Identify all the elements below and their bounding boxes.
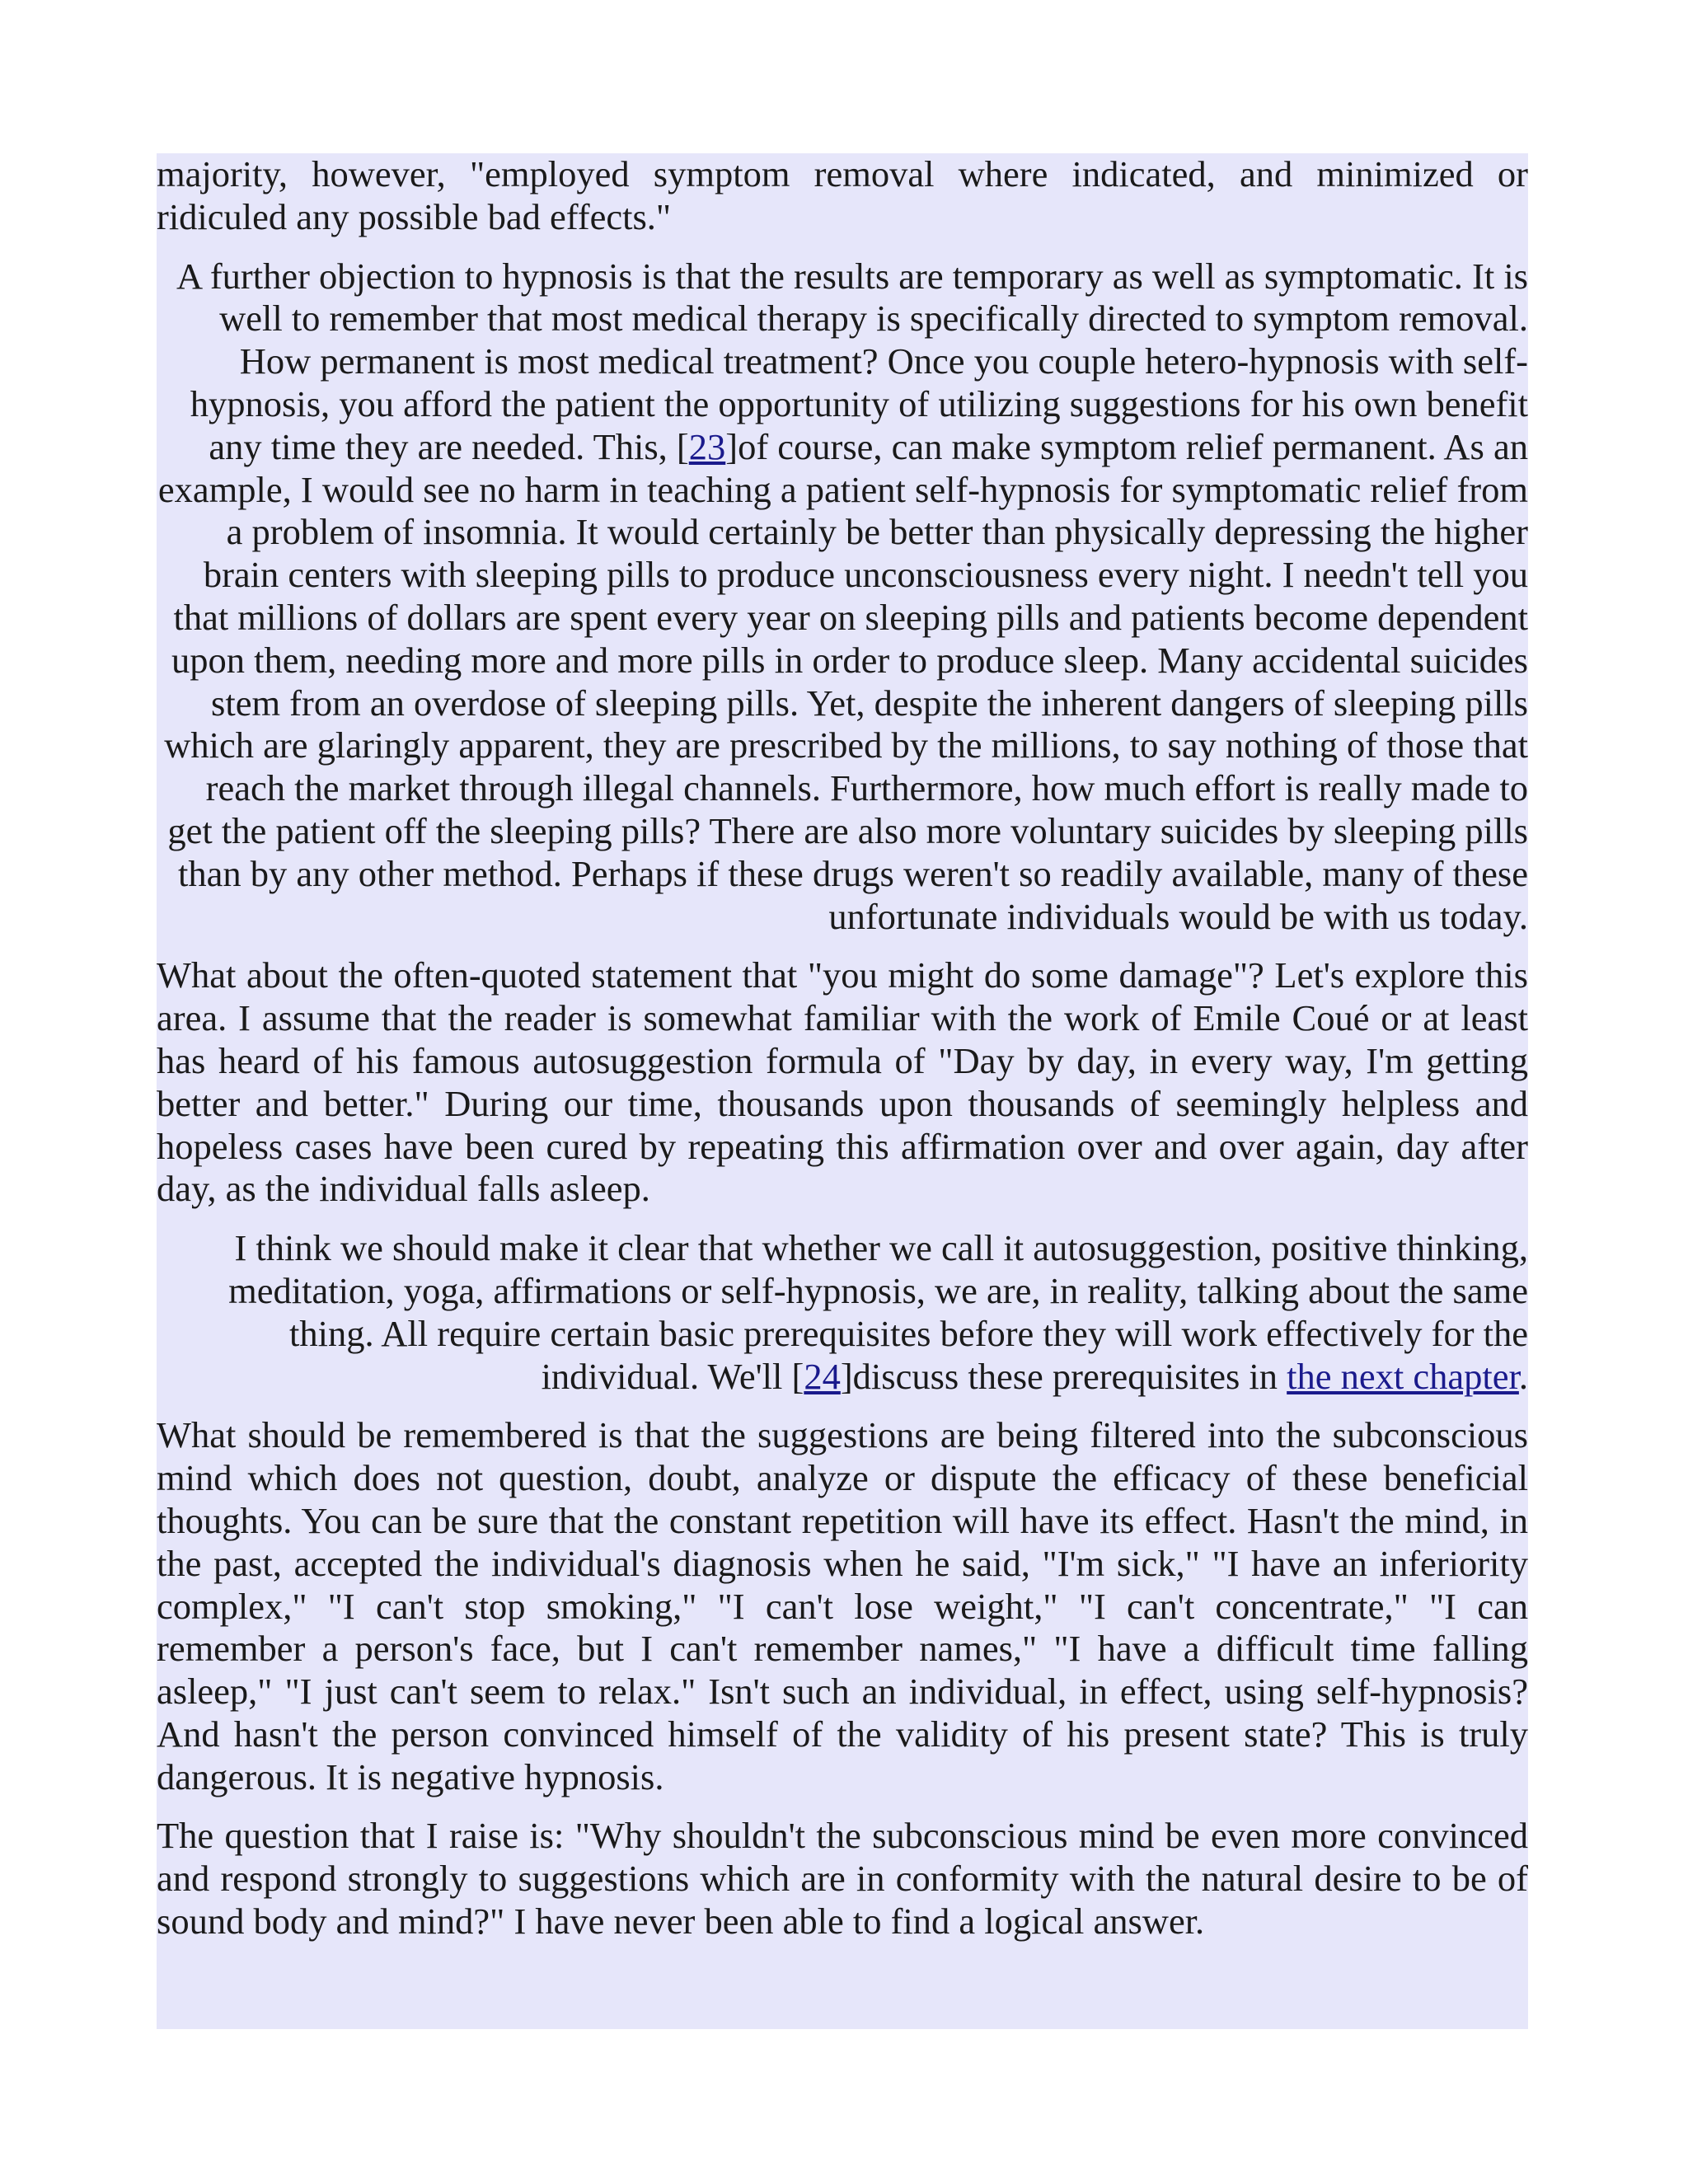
text-page: [157, 153, 1528, 2029]
paragraph-1: majority, however, "employed symptom removal where indicated, and minimized or ridiculed any possible bad effects.": [157, 153, 1528, 237]
paragraph-3: What about the often-quoted statement that "you might do some damage"? Let's explore this area. I assume that the reader is somewhat familiar with the work of Emile Coué or at least has heard of his famous autosuggestion formula of "Day by day, in every way, I'm getting better and better." During our time, thousands upon thousands of seemingly helpless and hopeless cases have been cured by repeating this affirmation over and over again, day after day, as the individual falls asleep.: [157, 954, 1528, 1210]
paragraph-2-text-after: ]of course, can make symptom relief permanent. As an example, I would see no harm in teaching a patient self-hypnosis for symptomatic relief from a problem of insomnia. It would certainly be better than physically depressing the higher brain centers with sleeping pills to produce unconsciousness every night. I needn't tell you that millions of dollars are spent every year on sleeping pills and patients become dependent upon them, needing more and more pills in order to produce sleep. Many accidental suicides stem from an overdose of sleeping pills. Yet, despite the inherent dangers of sleeping pills which are glaringly apparent, they are prescribed by the millions, to say nothing of those that reach the market through illegal channels. Furthermore, how much effort is really made to get the patient off the sleeping pills? There are also more voluntary suicides by sleeping pills than by any other method. Perhaps if these drugs weren't so readily available, many of these unfortunate individuals would be with us today.: [157, 425, 1528, 937]
footnote-link-23[interactable]: 23: [688, 425, 726, 467]
paragraph-4-text-after: .: [1518, 1355, 1528, 1397]
paragraph-4-text-before: I think we should make it clear that whether we call it autosuggestion, positive thinking, meditation, yoga, affirmations or self-hypnosis, we are, in reality, talking about the same thing. All require certain basic prerequisites before they will work effectively for the individual. We'll [: [228, 1227, 1528, 1397]
paragraph-4-text-middle: ]discuss these prerequisites in: [840, 1355, 1287, 1397]
paragraph-2-text-before: A further objection to hypnosis is that the results are temporary as well as symptomatic. It is well to remember that most medical therapy is specifically directed to symptom removal. How permanent is most medical treatment? Once you couple hetero-hypnosis with self-hypnosis, you afford the patient the opportunity of utilizing suggestions for his own benefit any time they are needed. This, [: [176, 255, 1528, 467]
paragraph-2: [157, 255, 1528, 939]
next-chapter-link[interactable]: the next chapter: [1287, 1355, 1519, 1397]
paragraph-5: What should be remembered is that the suggestions are being filtered into the subconscious mind which does not question, doubt, analyze or dispute the efficacy of these beneficial thoughts. You can be sure that the constant repetition will have its effect. Hasn't the mind, in the past, accepted the individual's diagnosis when he said, "I'm sick," "I have an inferiority complex," "I can't stop smoking," "I can't lose weight," "I can't concentrate," "I can remember a person's face, but I can't remember names," "I have a difficult time falling asleep," "I just can't seem to relax." Isn't such an individual, in effect, using self-hypnosis? And hasn't the person convinced himself of the validity of his present state? This is truly dangerous. It is negative hypnosis.: [157, 1414, 1528, 1797]
paragraph-6: The question that I raise is: "Why shouldn't the subconscious mind be even more convinced and respond strongly to suggestions which are in conformity with the natural desire to be of sound body and mind?" I have never been able to find a logical answer.: [157, 1815, 1528, 1943]
paragraph-4: [157, 1227, 1528, 1398]
footnote-link-24[interactable]: 24: [804, 1355, 841, 1397]
